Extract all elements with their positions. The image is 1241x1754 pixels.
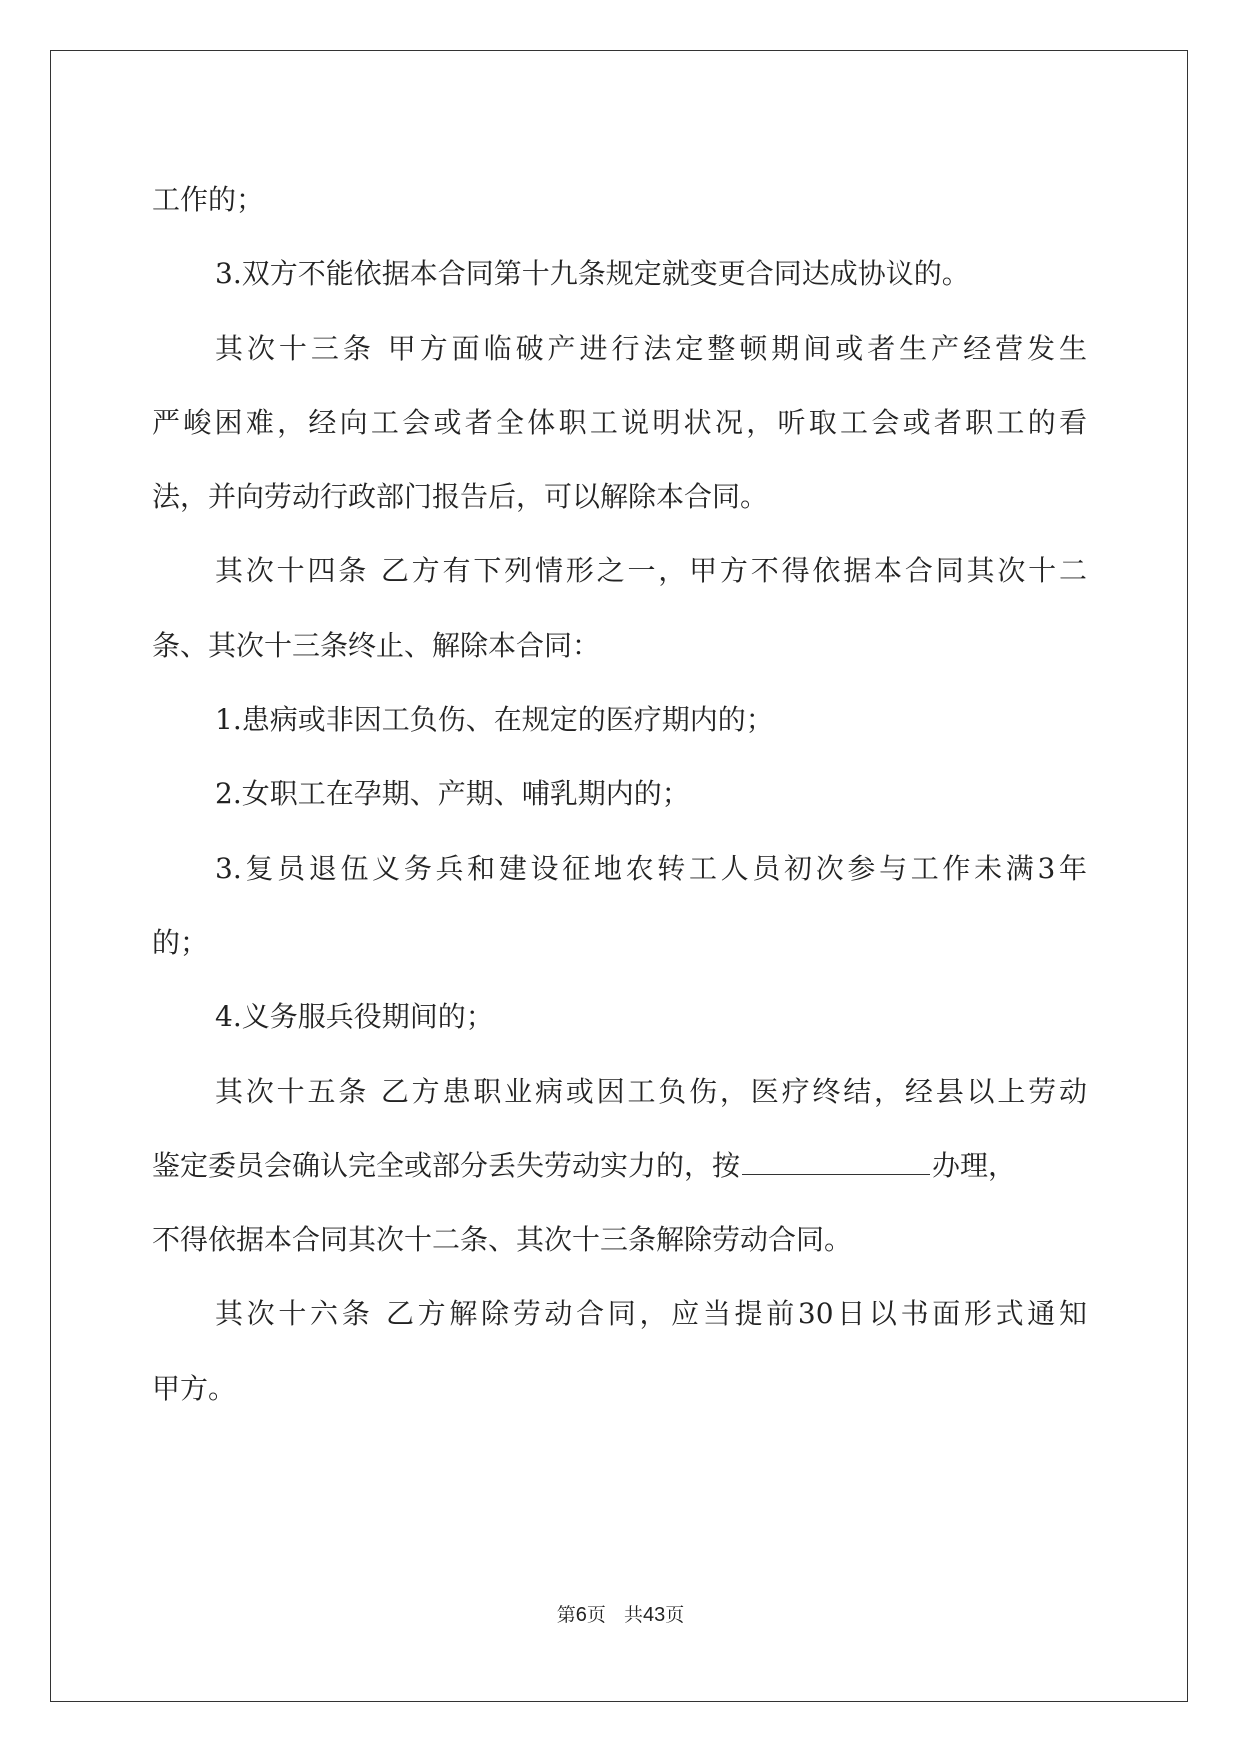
- paragraph-line: 的；: [152, 925, 209, 959]
- paragraph-line: 1.患病或非因工负伤、在规定的医疗期内的；: [215, 703, 774, 737]
- paragraph-line: 3.复员退伍义务兵和建设征地农转工人员初次参与工作未满3年: [215, 851, 1087, 885]
- document-body: [152, 163, 1087, 1426]
- page-suffix: 页: [586, 1604, 606, 1626]
- total-pages: 43: [643, 1604, 666, 1626]
- paragraph-line: 条、其次十三条终止、解除本合同：: [152, 628, 601, 662]
- page-prefix: 第: [556, 1604, 576, 1626]
- paragraph-line: 4.义务服兵役期间的；: [215, 1000, 494, 1034]
- paragraph-line: 工作的；: [152, 183, 265, 216]
- paragraph-line: 其次十六条 乙方解除劳动合同，应当提前30日以书面形式通知: [215, 1297, 1087, 1331]
- paragraph-line-with-blank: [152, 1129, 1087, 1203]
- paragraph-line: 3.双方不能依据本合同第十九条规定就变更合同达成协议的。: [215, 257, 970, 291]
- line-text-after-blank: 办理，: [932, 1148, 1017, 1182]
- page-footer: [0, 1600, 1241, 1627]
- total-suffix: 页: [665, 1604, 685, 1626]
- paragraph-line: 严峻困难，经向工会或者全体职工说明状况，听取工会或者职工的看: [152, 405, 1087, 439]
- page-number: 6: [575, 1604, 587, 1626]
- paragraph-line: 其次十三条 甲方面临破产进行法定整顿期间或者生产经营发生: [215, 331, 1087, 365]
- paragraph-line: 其次十五条 乙方患职业病或因工负伤，医疗终结，经县以上劳动: [215, 1074, 1087, 1108]
- paragraph-line: 甲方。: [152, 1371, 237, 1405]
- total-prefix: 共: [624, 1604, 644, 1626]
- paragraph-line: 法，并向劳动行政部门报告后，可以解除本合同。: [152, 480, 769, 514]
- fill-in-blank: [742, 1150, 930, 1175]
- line-text-before-blank: 鉴定委员会确认完全或部分丢失劳动实力的，按: [152, 1148, 741, 1182]
- paragraph-line: 不得依据本合同其次十二条、其次十三条解除劳动合同。: [152, 1223, 853, 1257]
- paragraph-line: 其次十四条 乙方有下列情形之一，甲方不得依据本合同其次十二: [215, 554, 1087, 588]
- paragraph-line: 2.女职工在孕期、产期、哺乳期内的；: [215, 777, 690, 811]
